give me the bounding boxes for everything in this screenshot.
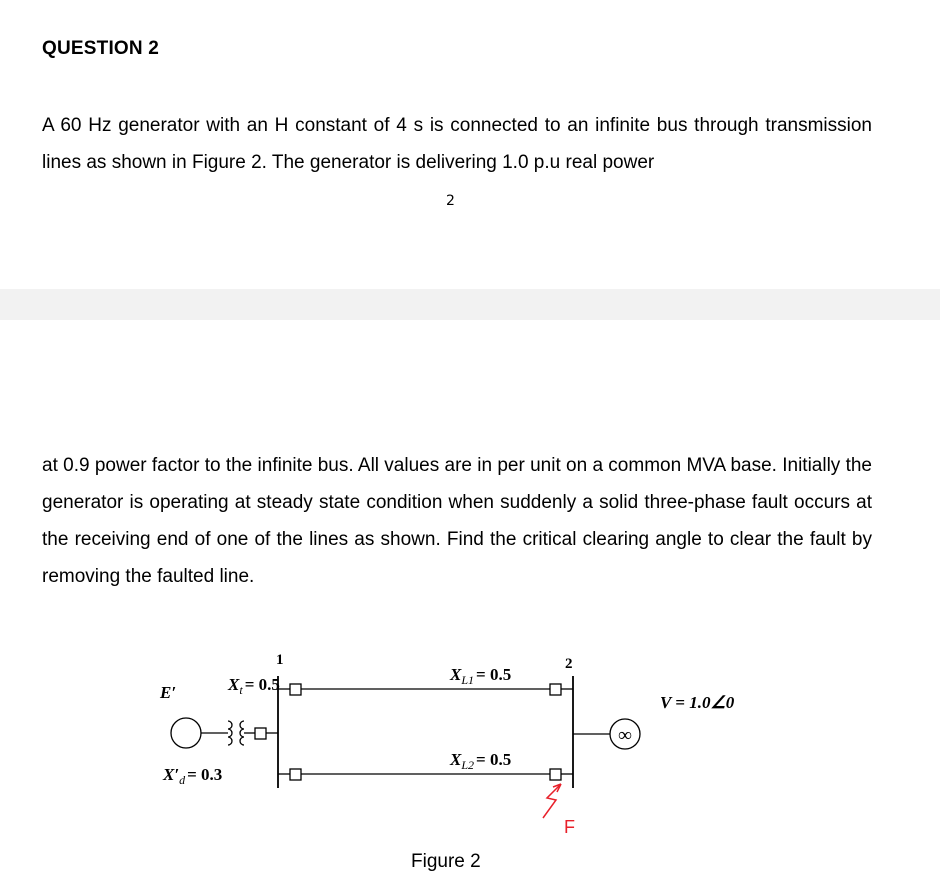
breaker-line1-send — [290, 684, 301, 695]
problem-text-part1: A 60 Hz generator with an H constant of 4 s is connected to an infinite bus through transmission lines as shown in Figure 2. The generator is delivering 1.0 p.u real power — [42, 115, 872, 173]
question-heading: QUESTION 2 — [42, 38, 160, 59]
fault-label: F — [564, 817, 575, 837]
page-break — [0, 289, 940, 320]
page-number: 2 — [446, 193, 455, 209]
breaker-line2-recv — [550, 769, 561, 780]
emf-label: E′ — [160, 683, 177, 702]
xl1-label: $X_{L1} = 0.5$ — [450, 665, 512, 687]
bus-2-label: 2 — [565, 656, 573, 672]
breaker-transformer — [255, 728, 266, 739]
bus-1-label: 1 — [276, 652, 284, 668]
xl2-label: $X_{L2} = 0.5$ — [450, 750, 512, 772]
infinite-symbol: ∞ — [618, 725, 632, 746]
problem-text-part2: at 0.9 power factor to the infinite bus. All values are in per unit on a common MVA base. Initially the generator is operating at steady state condition when suddenly a solid three-phase fault occurs at the receiving end of one of the lines as shown. Find the critical clearing angle to clear the fault by removing the faulted line. — [42, 455, 872, 587]
xt-label: $X_t = 0.5$ — [228, 675, 280, 697]
breaker-line1-recv — [550, 684, 561, 695]
generator-symbol — [171, 718, 201, 748]
breaker-line2-send — [290, 769, 301, 780]
figure-caption: Figure 2 — [411, 851, 481, 872]
circuit-diagram — [150, 640, 790, 845]
xd-label: $X'_d = 0.3$ — [163, 765, 223, 787]
transformer-primary-coil — [228, 721, 232, 745]
infinite-bus-voltage-label: V = 1.0∠0 — [660, 693, 735, 712]
transformer-secondary-coil — [240, 721, 244, 745]
